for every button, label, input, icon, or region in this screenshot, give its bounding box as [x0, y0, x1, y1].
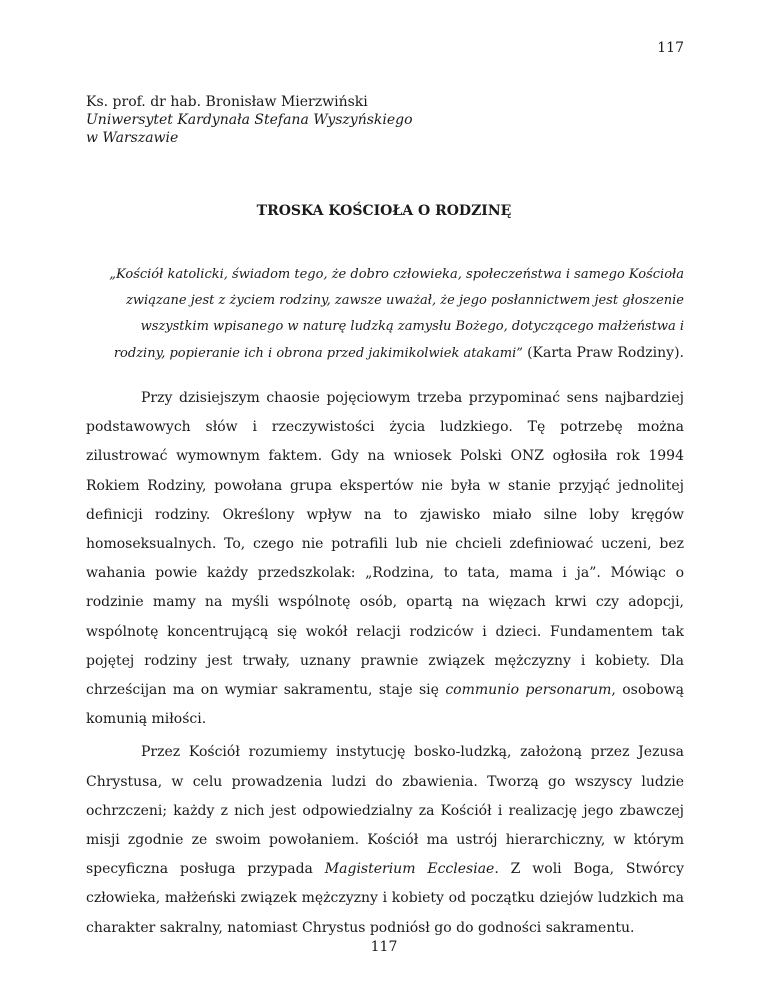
- paragraph-2-latin-term: Magisterium Ecclesiae: [324, 861, 495, 878]
- paragraph-1-latin-term: communio personarum: [445, 682, 612, 699]
- paragraph-2: [86, 738, 684, 942]
- author-block: [86, 93, 413, 147]
- author-affiliation-line2: w Warszawie: [86, 130, 179, 146]
- author-name: Ks. prof. dr hab. Bronisław Mierzwiński: [86, 94, 368, 110]
- motto-quote: [86, 262, 684, 367]
- motto-quote-text: „Kościół katolicki, świadom tego, że dobro człowieka, społeczeństwa i samego Kościoła związane jest z życiem rodziny, zawsze uważał, że jego posłannictwem jest głoszenie wszystkim wpisanego w naturę ludzką zamysłu Bożego, dotyczącego małżeństwa i rodziny, popieranie ich i obrona przed jakimikolwiek atakami”: [109, 267, 684, 361]
- article-title: TROSKA KOŚCIOŁA O RODZINĘ: [256, 203, 512, 219]
- page-number-bottom: 117: [370, 939, 398, 955]
- motto-source: (Karta Praw Rodziny).: [527, 345, 684, 361]
- paragraph-2-text-a: Przez Kościół rozumiemy instytucję bosko-ludzką, założoną przez Jezusa Chrystusa, w celu prowadzenia ludzi do zbawienia. Tworzą go wszyscy ludzie ochrzczeni; każdy z nich jest odpowiedzialny za Kościół i realizację jego zbawczej misji zgodnie ze swoim powołaniem. Kościół ma ustrój hierarchiczny, w którym specyficzna posługa przypada: [86, 744, 684, 878]
- paragraph-1: [86, 384, 684, 734]
- author-affiliation-line1: Uniwersytet Kardynała Stefana Wyszyńskiego: [86, 112, 413, 128]
- body-text: [86, 384, 684, 943]
- page-number-top: 117: [657, 40, 684, 56]
- paragraph-1-text-b: , osobową komunią miłości.: [86, 682, 684, 728]
- paragraph-1-text-a: Przy dzisiejszym chaosie pojęciowym trzeba przypominać sens najbardziej podstawowych słów i rzeczywistości życia ludzkiego. Tę potrzebę można zilustrować wymownym faktem. Gdy na wniosek Polski ONZ ogłosiła rok 1994 Rokiem Rodziny, powołana grupa ekspertów nie była w stanie przyjąć jednolitej definicji rodziny. Określony wpływ na to zjawisko miało silne loby kręgów homoseksualnych. To, czego nie potrafili lub nie chcieli zdefiniować uczeni, bez wahania powie każdy przedszkolak: „Rodzina, to tata, mama i ja”. Mówiąc o rodzinie mamy na myśli wspólnotę osób, opartą na więzach krwi czy adopcji, wspólnotę koncentrującą się wokół relacji rodziców i dzieci. Fundamentem tak pojętej rodziny jest trwały, uznany prawnie związek mężczyzny i kobiety. Dla chrześcijan ma on wymiar sakramentu, staje się: [86, 390, 684, 699]
- paragraph-2-text-b: . Z woli Boga, Stwórcy człowieka, małżeński związek mężczyzny i kobiety od początku dziejów ludzkich ma charakter sakralny, natomiast Chrystus podniósł go do godności sakramentu.: [86, 861, 684, 936]
